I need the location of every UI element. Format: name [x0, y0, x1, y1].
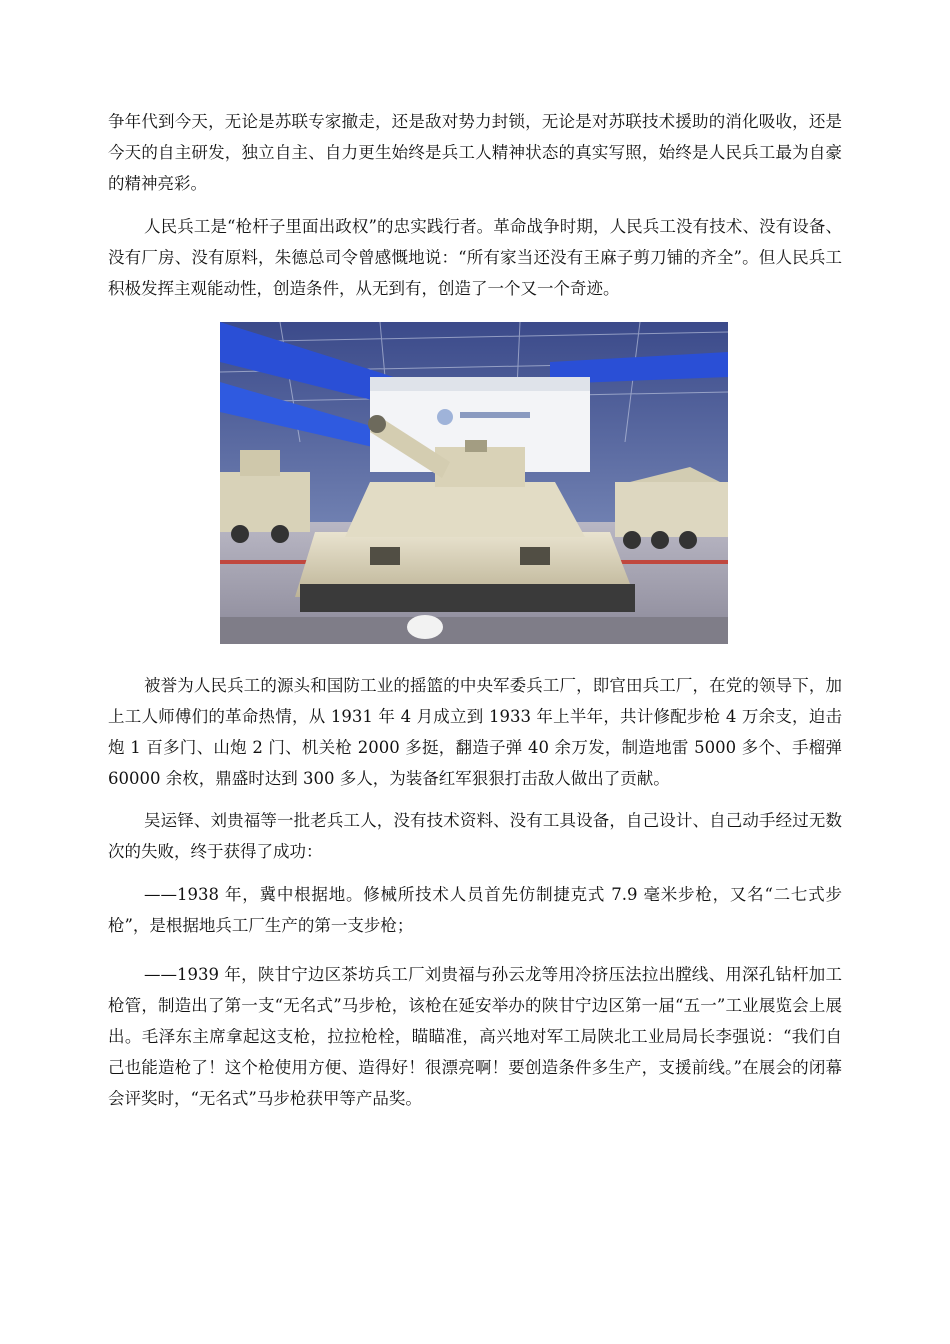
paragraph-3: 被誉为人民兵工的源头和国防工业的摇篮的中央军委兵工厂，即官田兵工厂，在党的领导下，加上工人师傅们的革命热情，从 1931 年 4 月成立到 1933 年上半年，共计修配步枪 4 万余支，迫击炮 1 百多门、山炮 2 门、机关枪 2000 多挺，翻造子弹 40 余万发，制造地雷 5000 多个、手榴弹 60000 余枚，鼎盛时达到 300 多人，为装备红军狠狠打击敌人做出了贡献。 [108, 676, 842, 788]
paragraph-2: 人民兵工是“枪杆子里面出政权”的忠实践行者。革命战争时期，人民兵工没有技术、没有设备、没有厂房、没有原料，朱德总司令曾感慨地说：“所有家当还没有王麻子剪刀铺的齐全”。但人民兵工积极发挥主观能动性，创造条件，从无到有，创造了一个又一个奇迹。 [108, 217, 842, 298]
paragraph-5: ——1938 年，冀中根据地。修械所技术人员首先仿制捷克式 7.9 毫米步枪，又名“二七式步枪”，是根据地兵工厂生产的第一支步枪； [108, 885, 842, 935]
tank-exhibition-photo [220, 322, 728, 644]
paragraph-4: 吴运铎、刘贵福等一批老兵工人，没有技术资料、没有工具设备，自己设计、自己动手经过无数次的失败，终于获得了成功： [108, 811, 842, 861]
paragraph-6: ——1939 年，陕甘宁边区茶坊兵工厂刘贵福与孙云龙等用冷挤压法拉出膛线、用深孔钻杆加工枪管，制造出了第一支“无名式”马步枪，该枪在延安举办的陕甘宁边区第一届“五一”工业展览会上展出。毛泽东主席拿起这支枪，拉拉枪栓，瞄瞄准，高兴地对军工局陕北工业局局长李强说：“我们自己也能造枪了！这个枪使用方便、造得好！很漂亮啊！要创造条件多生产，支援前线。”在展会的闭幕会评奖时，“无名式”马步枪获甲等产品奖。 [108, 965, 842, 1108]
paragraph-1: 争年代到今天，无论是苏联专家撤走，还是敌对势力封锁，无论是对苏联技术援助的消化吸收，还是今天的自主研发，独立自主、自力更生始终是兵工人精神状态的真实写照，始终是人民兵工最为自豪的精神亮彩。 [108, 112, 842, 193]
